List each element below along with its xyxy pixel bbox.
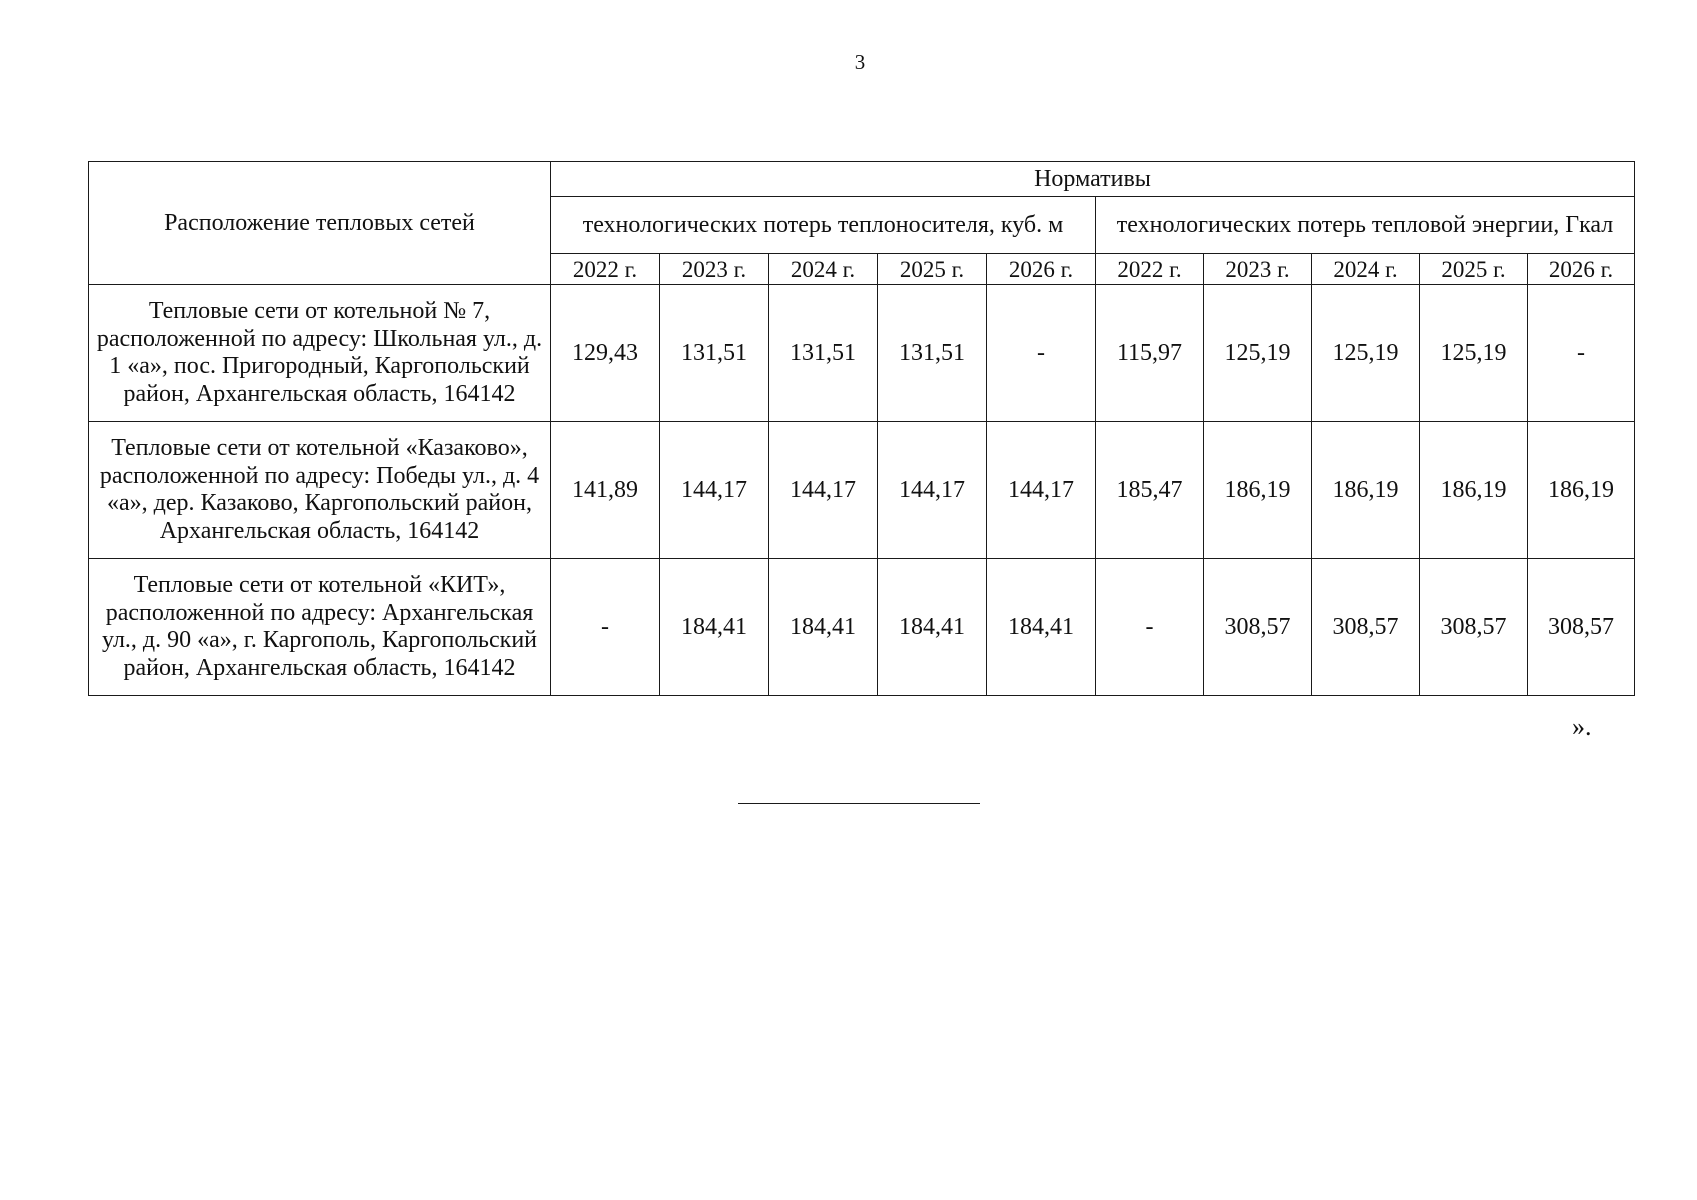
heat-value-cell: 125,19 — [1420, 285, 1528, 422]
carrier-value-cell: 141,89 — [551, 422, 660, 559]
carrier-value-cell: 131,51 — [769, 285, 878, 422]
table-row — [89, 422, 1635, 559]
heat-value-cell: - — [1096, 559, 1204, 696]
heat-year-header: 2025 г. — [1420, 254, 1528, 285]
carrier-value-cell: 144,17 — [660, 422, 769, 559]
carrier-value-cell: - — [551, 559, 660, 696]
heat-year-header: 2022 г. — [1096, 254, 1204, 285]
heat-value-cell: 185,47 — [1096, 422, 1204, 559]
heat-value-cell: 308,57 — [1204, 559, 1312, 696]
norms-header: Нормативы — [551, 162, 1635, 197]
heat-year-header: 2024 г. — [1312, 254, 1420, 285]
heat-value-cell: 115,97 — [1096, 285, 1204, 422]
carrier-value-cell: 144,17 — [878, 422, 987, 559]
carrier-value-cell: - — [987, 285, 1096, 422]
carrier-value-cell: 184,41 — [987, 559, 1096, 696]
heat-value-cell: 186,19 — [1204, 422, 1312, 559]
norms-table — [88, 161, 1635, 696]
heat-value-cell: 186,19 — [1420, 422, 1528, 559]
heat-value-cell: 308,57 — [1312, 559, 1420, 696]
heat-value-cell: 308,57 — [1528, 559, 1635, 696]
heat-value-cell: - — [1528, 285, 1635, 422]
closing-quote-mark: ». — [1572, 712, 1592, 741]
page-number: 3 — [854, 50, 866, 74]
carrier-value-cell: 184,41 — [660, 559, 769, 696]
carrier-year-header: 2025 г. — [878, 254, 987, 285]
heat-value-cell: 125,19 — [1204, 285, 1312, 422]
heat-value-cell: 308,57 — [1420, 559, 1528, 696]
location-cell: Тепловые сети от котельной «КИТ», расположенной по адресу: Архангельская ул., д. 90 «а», г. Каргополь, Каргопольский район, Архангельская область, 164142 — [89, 559, 551, 696]
table-row — [89, 285, 1635, 422]
carrier-loss-header: технологических потерь теплоносителя, куб. м — [551, 197, 1096, 254]
location-cell: Тепловые сети от котельной № 7, расположенной по адресу: Школьная ул., д. 1 «а», пос. Пригородный, Каргопольский район, Архангельская область, 164142 — [89, 285, 551, 422]
carrier-value-cell: 129,43 — [551, 285, 660, 422]
heat-year-header: 2023 г. — [1204, 254, 1312, 285]
carrier-year-header: 2023 г. — [660, 254, 769, 285]
carrier-value-cell: 144,17 — [987, 422, 1096, 559]
location-header: Расположение тепловых сетей — [89, 162, 551, 285]
carrier-value-cell: 144,17 — [769, 422, 878, 559]
carrier-year-header: 2022 г. — [551, 254, 660, 285]
carrier-value-cell: 184,41 — [769, 559, 878, 696]
location-cell: Тепловые сети от котельной «Казаково», расположенной по адресу: Победы ул., д. 4 «а», дер. Казаково, Каргопольский район, Архангельская область, 164142 — [89, 422, 551, 559]
heat-value-cell: 186,19 — [1312, 422, 1420, 559]
carrier-value-cell: 131,51 — [660, 285, 769, 422]
carrier-value-cell: 131,51 — [878, 285, 987, 422]
carrier-value-cell: 184,41 — [878, 559, 987, 696]
heat-value-cell: 186,19 — [1528, 422, 1635, 559]
heat-value-cell: 125,19 — [1312, 285, 1420, 422]
carrier-year-header: 2026 г. — [987, 254, 1096, 285]
table-row — [89, 559, 1635, 696]
heat-loss-header: технологических потерь тепловой энергии, Гкал — [1096, 197, 1635, 254]
carrier-year-header: 2024 г. — [769, 254, 878, 285]
end-divider-line — [738, 803, 980, 804]
heat-year-header: 2026 г. — [1528, 254, 1635, 285]
